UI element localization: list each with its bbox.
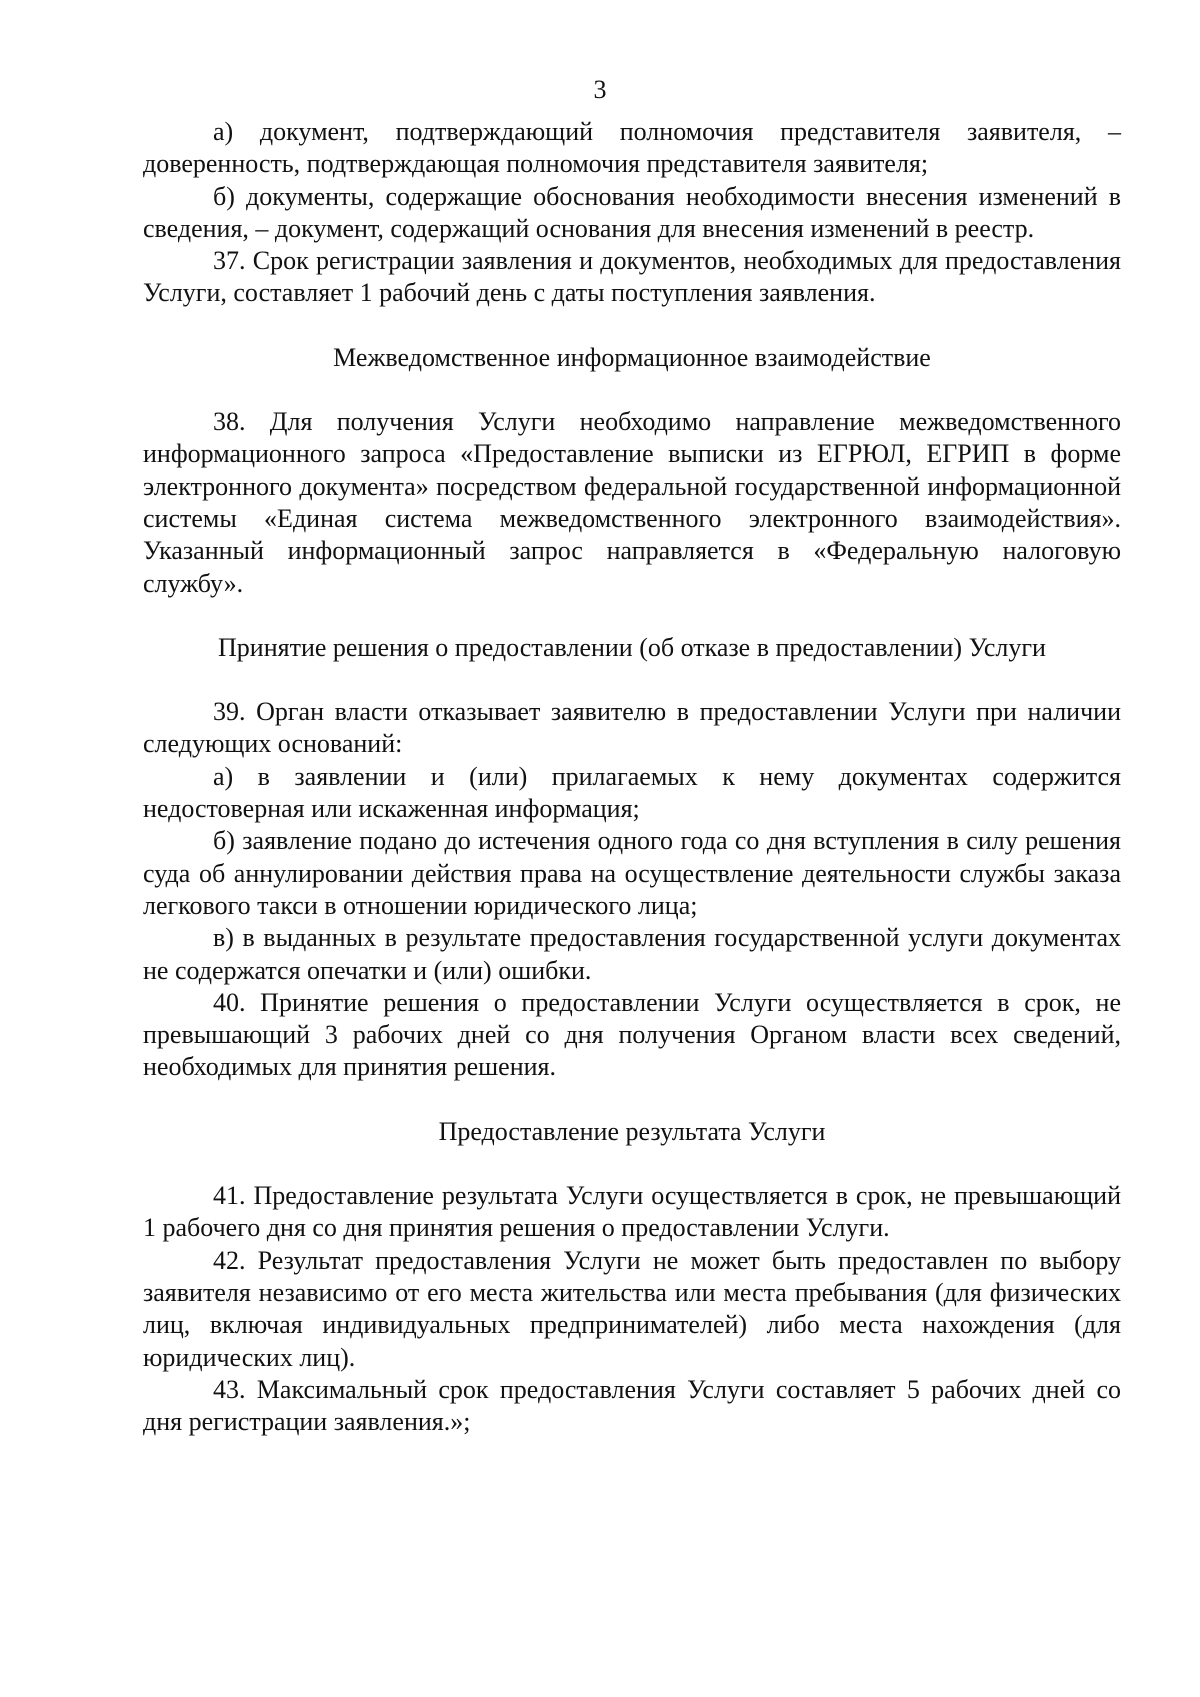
page-number: 3 <box>593 75 607 104</box>
section-heading-result: Предоставление результата Услуги <box>438 1116 826 1146</box>
paragraph-43: 43. Максимальный срок предоставления Услуги составляет 5 рабочих дней со дня регистрации заявления.»; <box>143 1374 1121 1437</box>
paragraph-39b: б) заявление подано до истечения одного года со дня вступления в силу решения суда об аннулировании действия права на осуществление деятельности службы заказа легкового такси в отношении юридического лица; <box>143 826 1121 920</box>
paragraph-39a: а) в заявлении и (или) прилагаемых к нему документах содержится недостоверная или искаженная информация; <box>143 761 1121 824</box>
paragraph-38: 38. Для получения Услуги необходимо направление межведомственного информационного запроса «Предоставление выписки из ЕГРЮЛ, ЕГРИП в форме электронного документа» посредством федеральной государственной информационной системы «Единая система межведомственного электронного взаимодействия». Указанный информационный запрос направляется в «Федеральную налоговую службу». <box>143 407 1121 598</box>
section-heading-interagency: Межведомственное информационное взаимодействие <box>333 342 931 372</box>
paragraph-39c: в) в выданных в результате предоставления государственной услуги документах не содержатся опечатки и (или) ошибки. <box>143 923 1121 985</box>
paragraph-37: 37. Срок регистрации заявления и документов, необходимых для предоставления Услуги, составляет 1 рабочий день с даты поступления заявления. <box>143 246 1121 308</box>
paragraph-41: 41. Предоставление результата Услуги осуществляется в срок, не превышающий 1 рабочего дня со дня принятия решения о предоставлении Услуги. <box>143 1181 1121 1243</box>
paragraph-36a: а) документ, подтверждающий полномочия представителя заявителя, – доверенность, подтверждающая полномочия представителя заявителя; <box>143 117 1121 179</box>
document-body <box>143 116 1121 1438</box>
paragraph-39: 39. Орган власти отказывает заявителю в предоставлении Услуги при наличии следующих оснований: <box>143 697 1121 759</box>
paragraph-42: 42. Результат предоставления Услуги не может быть предоставлен по выбору заявителя независимо от его места жительства или места пребывания (для физических лиц, включая индивидуальных предпринимателей) либо места нахождения (для юридических лиц). <box>143 1245 1121 1372</box>
paragraph-36b: б) документы, содержащие обоснования необходимости внесения изменений в сведения, – документ, содержащий основания для внесения изменений в реестр. <box>143 181 1121 243</box>
paragraph-40: 40. Принятие решения о предоставлении Услуги осуществляется в срок, не превышающий 3 рабочих дней со дня получения Органом власти всех сведений, необходимых для принятия решения. <box>143 987 1121 1082</box>
section-heading-decision: Принятие решения о предоставлении (об отказе в предоставлении) Услуги <box>218 632 1046 662</box>
